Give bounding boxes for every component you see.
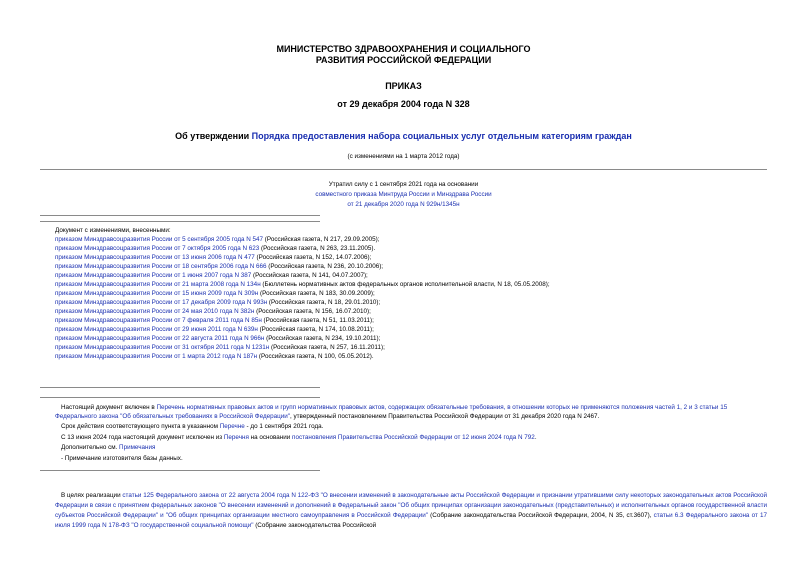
amendment-source: (Российская газета, N 257, 16.11.2011); [269,344,385,351]
amendment-link[interactable]: приказом Минздравсоцразвития России от 21 марта 2008 года N 134н [55,281,261,288]
divider-status [40,215,320,216]
amendment-item [55,316,795,325]
note-excluded: С 13 июня 2024 года настоящий документ исключен из Перечня на основании постановления Правительства Российской Федерации от 12 июня 2024 года N 792. [61,433,537,441]
amendment-link[interactable]: приказом Минздравсоцразвития России от 7 октября 2005 года N 623 [55,245,260,252]
changes-note: (с изменениями на 1 марта 2012 года) [347,153,460,160]
amendment-link[interactable]: приказом Минздравсоцразвития России от 17 декабря 2009 года N 993н [55,299,268,306]
amendment-item [55,307,795,316]
amendment-link[interactable]: приказом Минздравсоцразвития России от 13 июня 2006 года N 477 [55,254,255,261]
body-paragraph: В целях реализации статьи 125 Федерального закона от 22 августа 2004 года N 122-ФЗ "О внесении изменений в законодательные акты Российской Федерации и признании утратившими силу некоторых законодательных актов Российской Федерации в связи с принятием федеральных законов "О внесении изменений и дополнений в Федеральный закон "Об общих принципах организации законодательных (представительных) и исполнительных органов государственной власти субъектов Российской Федерации" и "Об общих принципах организации местного самоуправления в Российской Федерации" (Собрание законодательства Российской Федерации, 2004, N 35, ст.3607), статьи 6.3 Федерального закона от 17 июля 1999 года N 178-ФЗ "О государственной социальной помощи" (Собрание законодательства Российской [55,492,767,529]
amendment-item [55,235,795,244]
divider-notes-bottom [40,470,320,471]
amendment-item [55,298,795,307]
amendment-link[interactable]: приказом Минздравсоцразвития России от 1 марта 2012 года N 187н [55,353,258,360]
divider-status-2 [40,221,320,222]
status-order-number-link[interactable]: от 21 декабря 2020 года N 929н/1345н [347,201,460,208]
perechnya-link[interactable]: Перечня [223,433,249,441]
amendment-link[interactable]: приказом Минздравсоцразвития России от 15 июня 2009 года N 309н [55,290,259,297]
amendment-source: (Российская газета, N 183, 30.09.2009); [258,290,375,297]
amendment-link[interactable]: приказом Минздравсоцразвития России от 24 мая 2010 года N 382н [55,308,255,315]
doc-date: от 29 декабря 2004 года N 328 [337,99,470,109]
ministry-line-2: РАЗВИТИЯ РОССИЙСКОЙ ФЕДЕРАЦИИ [315,55,492,65]
article-125-link[interactable]: статьи 125 Федерального закона от 22 августа 2004 года N 122-ФЗ "О внесении изменений в законодательные акты Российской Федерации и признании утратившими силу некоторых законодательных актов Российской Федерации в связи с принятием федеральных законов "О внесении изменений и дополнений в Федеральный закон "Об общих принципах организации законодательных (представительных) и исполнительных органов государственной власти субъектов Российской Федерации" и "Об общих принципах организации местного самоуправления в Российской Федерации" [55,492,767,519]
amendment-link[interactable]: приказом Минздравсоцразвития России от 18 сентября 2006 года N 666 [55,263,267,270]
amendment-source: (Российская газета, N 174, 10.08.2011); [257,326,374,333]
amendment-source: (Бюллетень нормативных актов федеральных органов исполнительной власти, N 18, 05.05.2008); [260,281,550,288]
primechaniya-link[interactable]: Примечания [119,444,156,452]
note-db-maker: - Примечание изготовителя базы данных. [61,454,183,462]
amendment-link[interactable]: приказом Минздравсоцразвития России от 22 августа 2011 года N 966н [55,335,265,342]
amendment-source: (Российская газета, N 51, 11.03.2011); [261,317,374,324]
amendment-item [55,343,795,352]
amendment-source: (Российская газета, N 152, 14.07.2006); [254,254,372,261]
amendment-source: (Российская газета, N 217, 29.09.2005); [263,236,380,243]
amendment-source: (Российская газета, N 100, 05.05.2012). [257,353,374,360]
perechen-link[interactable]: Перечень нормативных правовых актов и групп нормативных правовых актов, содержащих обязательные требования, в отношении которых не применяются положения частей 1, 2 и 3 статьи 15 Федерального закона "Об обязательных требованиях в Российской Федерации" [55,404,728,420]
amendment-source: (Российская газета, N 234, 19.10.2011); [264,335,381,342]
amendment-link[interactable]: приказом Минздравсоцразвития России от 31 октября 2011 года N 1231н [55,344,270,351]
amendment-source: (Российская газета, N 156, 16.07.2010); [254,308,371,315]
amendment-source: (Российская газета, N 18, 29.01.2010); [267,299,381,306]
ministry-name [0,44,807,66]
amendment-item [55,280,795,289]
amendment-link[interactable]: приказом Минздравсоцразвития России от 5 сентября 2005 года N 547 [55,236,264,243]
divider-notes-top [40,397,320,398]
note-included: Настоящий документ включен в Перечень нормативных правовых актов и групп нормативных правовых актов, содержащих обязательные требования, в отношении которых не применяются положения частей 1, 2 и 3 статьи 15 Федерального закона "Об обязательных требованиях в Российской Федерации", утвержденный постановлением Правительства Российской Федерации от 31 декабря 2020 года N 2467. [55,404,728,420]
doc-title-link[interactable]: Порядка предоставления набора социальных услуг отдельным категориям граждан [251,131,632,141]
amendment-item [55,289,795,298]
amendment-item [55,253,795,262]
amendment-link[interactable]: приказом Минздравсоцразвития России от 7 февраля 2011 года N 85н [55,317,262,324]
body-text [55,491,767,531]
divider-top [40,169,767,170]
amendment-link[interactable]: приказом Минздравсоцразвития России от 29 июня 2011 года N 639н [55,326,258,333]
amendment-item [55,325,795,334]
amendments-heading: Документ с изменениями, внесенными: [55,227,171,234]
amendment-item [55,244,795,253]
amendment-link[interactable]: приказом Минздравсоцразвития России от 1 июня 2007 года N 387 [55,272,252,279]
amendment-item [55,271,795,280]
amendments-list [55,226,795,360]
amendment-source: (Российская газета, N 263, 23.11.2005). [259,245,376,252]
amendment-item [55,352,795,361]
notes-block [55,404,767,466]
article-6-3-link[interactable]: статьи 6.3 Федерального закона от 17 июля 1999 года N 178-ФЗ "О государственной социальной помощи" [55,512,767,529]
doc-title [0,131,807,142]
status-order-link[interactable]: совместного приказа Минтруда России и Минздрава России [315,191,492,198]
divider-amendments [40,387,320,388]
amendment-source: (Российская газета, N 236, 20.10.2006); [266,263,384,270]
amendment-source: (Российская газета, N 141, 04.07.2007); [251,272,368,279]
perechen-short-link[interactable]: Перечне [219,423,245,431]
status-line: Утратил силу с 1 сентября 2021 года на основании [328,181,479,188]
note-term: Срок действия соответствующего пункта в указанном Перечне - до 1 сентября 2021 года. [61,423,324,431]
ministry-line-1: МИНИСТЕРСТВО ЗДРАВООХРАНЕНИЯ И СОЦИАЛЬНОГО [276,44,531,54]
note-see-also: Дополнительно см. Примечания [61,444,156,452]
doc-type: ПРИКАЗ [385,81,422,91]
status-block [0,180,807,210]
amendment-item [55,262,795,271]
doc-title-prefix: Об утверждении [175,131,252,141]
amendment-item [55,334,795,343]
postanovlenie-link[interactable]: постановления Правительства Российской Федерации от 12 июня 2024 года N 792 [292,433,535,441]
